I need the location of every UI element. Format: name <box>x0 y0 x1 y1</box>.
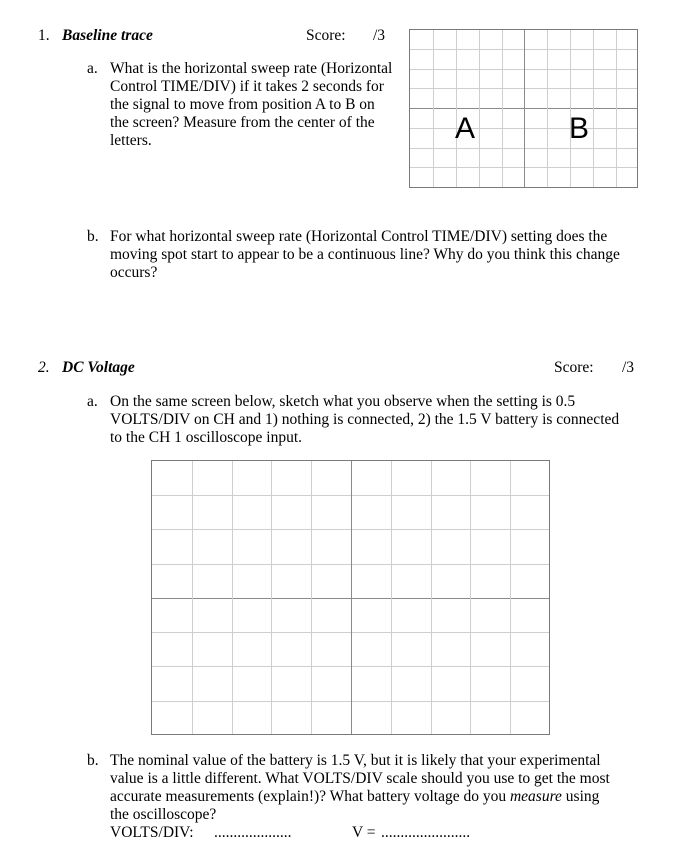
q2a-line: to the CH 1 oscilloscope input. <box>110 429 303 446</box>
q1-score-value: /3 <box>373 27 386 44</box>
q2-number: 2. <box>38 359 50 376</box>
q1b-line: For what horizontal sweep rate (Horizontal Control TIME/DIV) setting does the <box>110 228 608 245</box>
q1a-line: Control TIME/DIV) if it takes 2 seconds for <box>110 78 384 95</box>
q1-number: 1. <box>38 27 50 44</box>
q2a-line: VOLTS/DIV on CH and 1) nothing is connected, 2) the 1.5 V battery is connected <box>110 411 620 428</box>
q2b-line3-start: accurate measurements (explain!)? What battery voltage do you <box>110 788 510 805</box>
q1b-line: occurs? <box>110 264 158 281</box>
q1b-line: moving spot start to appear to be a continuous line? Why do you think this change <box>110 246 620 263</box>
q1a-line: the signal to move from position A to B on <box>110 96 375 113</box>
answer-row <box>110 824 610 842</box>
q2b-marker: b. <box>87 752 99 769</box>
volts-div-label: VOLTS/DIV: <box>110 824 194 841</box>
oscilloscope-screen-small <box>409 29 638 188</box>
q2b-text <box>110 752 610 842</box>
q2b-line: The nominal value of the battery is 1.5 V, but it is likely that your experimental <box>110 752 601 769</box>
q2b-line <box>110 788 610 806</box>
position-b-label: B <box>569 112 590 145</box>
q2a-text <box>110 393 619 447</box>
q1b-text <box>110 228 620 282</box>
q2-score-label: Score: <box>554 359 594 376</box>
q2a-line: On the same screen below, sketch what you observe when the setting is 0.5 <box>110 393 576 410</box>
q1-title: Baseline trace <box>62 27 153 44</box>
q1a-line: What is the horizontal sweep rate (Horizontal <box>110 60 393 77</box>
position-a-label: A <box>455 112 476 145</box>
volts-div-answer-blank[interactable]: .................... <box>214 824 292 841</box>
q1a-line: letters. <box>110 132 152 149</box>
q2b-measure-emphasis: measure <box>509 788 562 805</box>
q1a-line: the screen? Measure from the center of the <box>110 114 375 131</box>
q1b-marker: b. <box>87 228 99 245</box>
q2-score-value: /3 <box>622 359 635 376</box>
q2b-line: value is a little different. What VOLTS/DIV scale should you use to get the most <box>110 770 610 787</box>
voltage-answer-blank[interactable]: ....................... <box>381 824 471 841</box>
q2-title: DC Voltage <box>62 359 135 376</box>
q1a-marker: a. <box>87 60 98 77</box>
q1a-text <box>110 60 392 150</box>
q1-score-label: Score: <box>306 27 346 44</box>
oscilloscope-screen-large <box>151 460 550 735</box>
q2b-line: the oscilloscope? <box>110 806 217 823</box>
voltage-label: V = <box>352 824 376 841</box>
q2a-marker: a. <box>87 393 98 410</box>
q2b-line3-end: using <box>561 788 600 805</box>
